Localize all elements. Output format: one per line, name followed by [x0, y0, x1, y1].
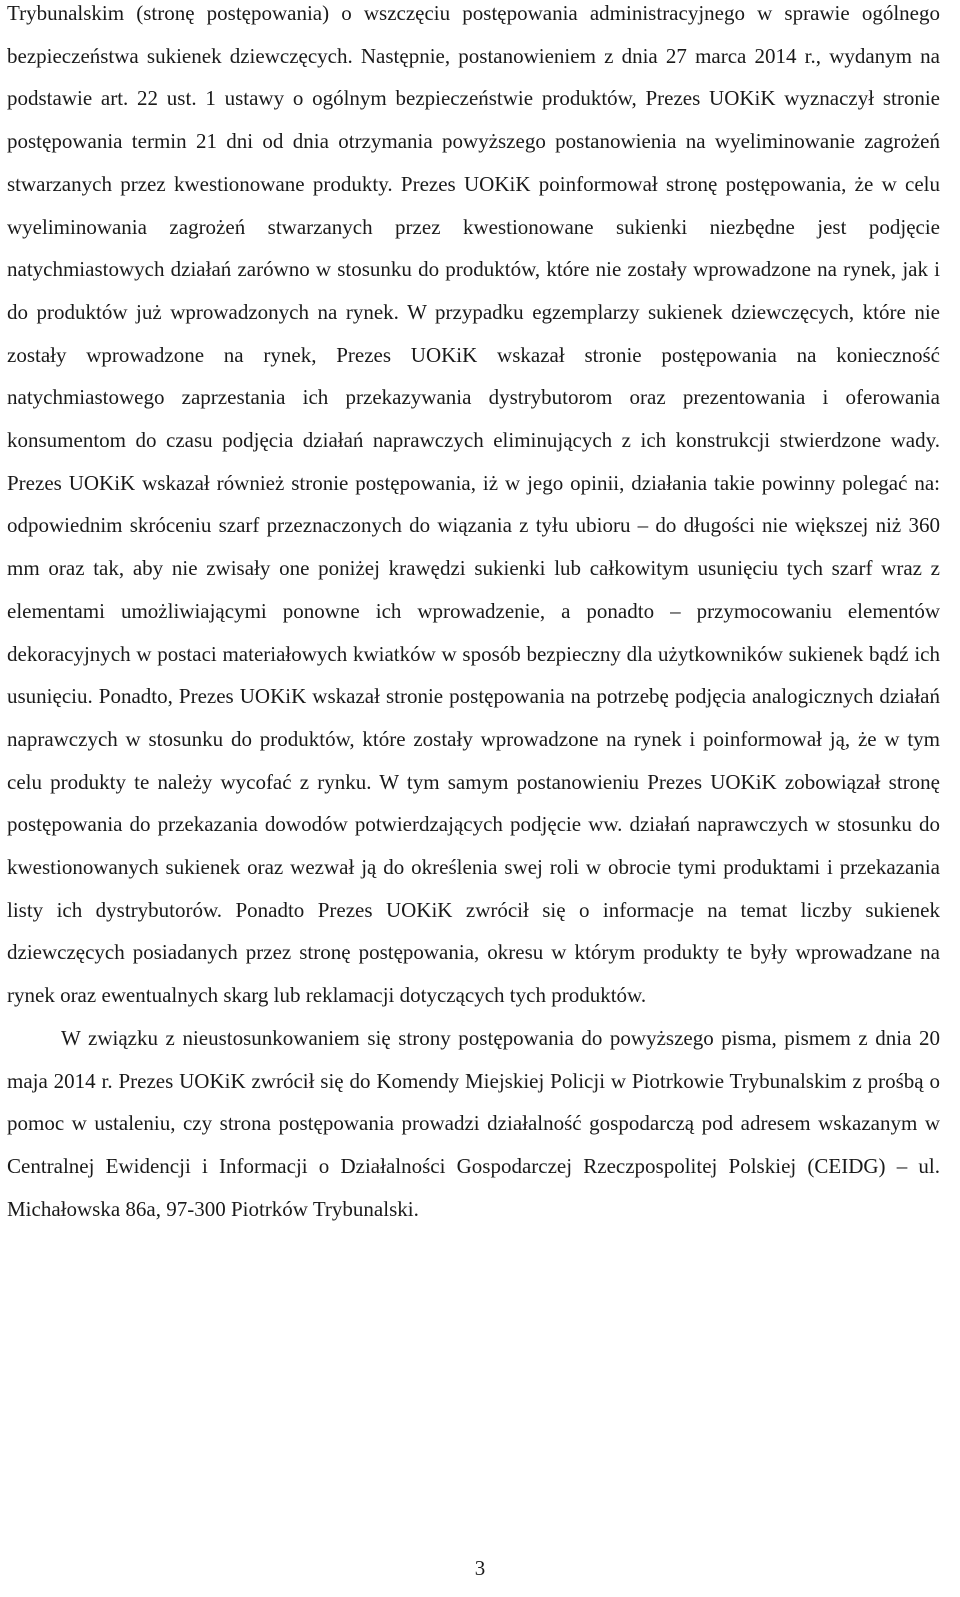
- document-page: [7, 0, 940, 1230]
- page-number: 3: [474, 1556, 486, 1580]
- body-paragraph-1: Trybunalskim (stronę postępowania) o wszczęciu postępowania administracyjnego w sprawie ogólnego bezpieczeństwa sukienek dziewczęcych. Następnie, postanowieniem z dnia 27 marca 2014 r., wydanym na podstawie art. 22 ust. 1 ustawy o ogólnym bezpieczeństwie produktów, Prezes UOKiK wyznaczył stronie postępowania termin 21 dni od dnia otrzymania powyższego postanowienia na wyeliminowanie zagrożeń stwarzanych przez kwestionowane produkty. Prezes UOKiK poinformował stronę postępowania, że w celu wyeliminowania zagrożeń stwarzanych przez kwestionowane sukienki niezbędne jest podjęcie natychmiastowych działań zarówno w stosunku do produktów, które nie zostały wprowadzone na rynek, jak i do produktów już wprowadzonych na rynek. W przypadku egzemplarzy sukienek dziewczęcych, które nie zostały wprowadzone na rynek, Prezes UOKiK wskazał stronie postępowania na konieczność natychmiastowego zaprzestania ich przekazywania dystrybutorom oraz prezentowania i oferowania konsumentom do czasu podjęcia działań naprawczych eliminujących z ich konstrukcji stwierdzone wady. Prezes UOKiK wskazał również stronie postępowania, iż w jego opinii, działania takie powinny polegać na: odpowiednim skróceniu szarf przeznaczonych do wiązania z tyłu ubioru – do długości nie większej niż 360 mm oraz tak, aby nie zwisały one poniżej krawędzi sukienki lub całkowitym usunięciu tych szarf wraz z elementami umożliwiającymi ponowne ich wprowadzenie, a ponadto – przymocowaniu elementów dekoracyjnych w postaci materiałowych kwiatków w sposób bezpieczny dla użytkowników sukienek bądź ich usunięciu. Ponadto, Prezes UOKiK wskazał stronie postępowania na potrzebę podjęcia analogicznych działań naprawczych w stosunku do produktów, które zostały wprowadzone na rynek i poinformował ją, że w tym celu produkty te należy wycofać z rynku. W tym samym postanowieniu Prezes UOKiK zobowiązał stronę postępowania do przekazania dowodów potwierdzających podjęcie ww. działań naprawczych w stosunku do kwestionowanych sukienek oraz wezwał ją do określenia swej roli w obrocie tymi produktami i przekazania listy ich dystrybutorów. Ponadto Prezes UOKiK zwrócił się o informacje na temat liczby sukienek dziewczęcych posiadanych przez stronę postępowania, okresu w którym produkty te były wprowadzane na rynek oraz ewentualnych skarg lub reklamacji dotyczących tych produktów.: [7, 1, 940, 1008]
- body-paragraph-2: W związku z nieustosunkowaniem się strony postępowania do powyższego pisma, pismem z dnia 20 maja 2014 r. Prezes UOKiK zwrócił się do Komendy Miejskiej Policji w Piotrkowie Trybunalskim z prośbą o pomoc w ustaleniu, czy strona postępowania prowadzi działalność gospodarczą pod adresem wskazanym w Centralnej Ewidencji i Informacji o Działalności Gospodarczej Rzeczpospolitej Polskiej (CEIDG) – ul. Michałowska 86a, 97-300 Piotrków Trybunalski.: [7, 1025, 940, 1221]
